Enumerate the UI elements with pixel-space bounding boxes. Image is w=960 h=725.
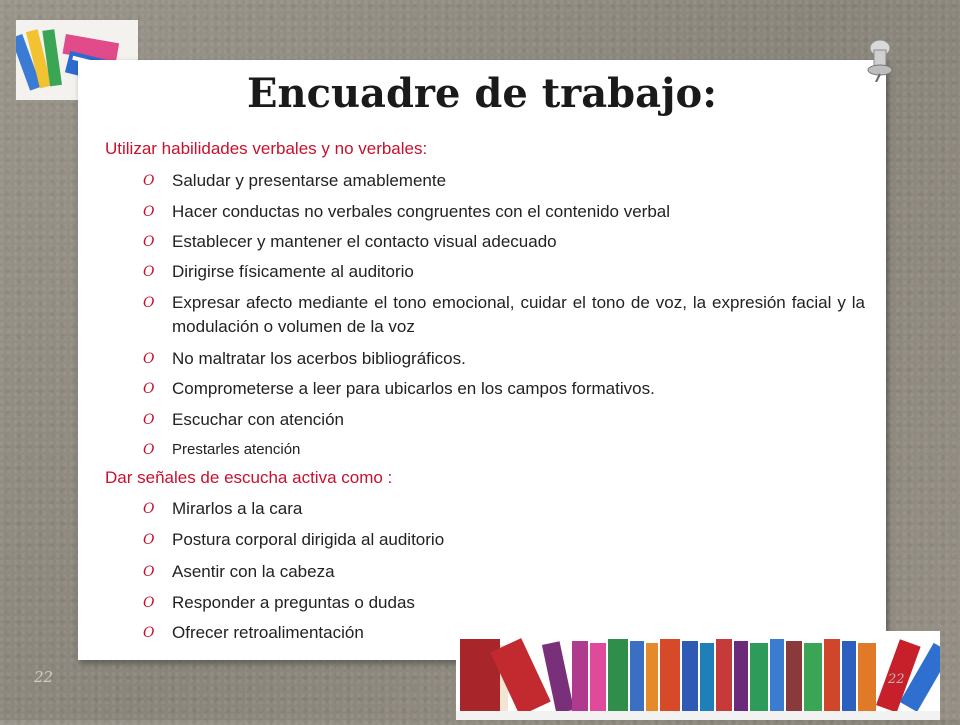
bullet-marker: O bbox=[143, 204, 155, 220]
section-header-verbal: Utilizar habilidades verbales y no verbales: bbox=[105, 139, 428, 158]
list-item-text: Establecer y mantener el contacto visual adecuado bbox=[172, 232, 557, 251]
list-item bbox=[143, 347, 865, 371]
list-item-text: Responder a preguntas o dudas bbox=[172, 593, 415, 612]
bullet-marker: O bbox=[143, 173, 155, 189]
list-item bbox=[143, 230, 865, 254]
list-item-text: Escuchar con atención bbox=[172, 410, 344, 429]
list-item bbox=[143, 200, 865, 224]
bullet-marker: O bbox=[143, 381, 155, 397]
list-item bbox=[143, 260, 865, 284]
bullet-marker: O bbox=[143, 564, 155, 580]
list-item-text: No maltratar los acerbos bibliográficos. bbox=[172, 349, 466, 368]
list-item-text: Prestarles atención bbox=[172, 441, 301, 458]
list-item bbox=[143, 408, 865, 432]
section-header-active-listening: Dar señales de escucha activa como : bbox=[105, 468, 393, 487]
list-item-text: Asentir con la cabeza bbox=[172, 562, 335, 581]
page-number-right: 22 bbox=[888, 672, 905, 687]
list-item-text: Ofrecer retroalimentación bbox=[172, 623, 364, 642]
bullet-marker: O bbox=[143, 442, 155, 458]
list-item-text: Mirarlos a la cara bbox=[172, 499, 303, 518]
list-item-text: Hacer conductas no verbales congruentes con el contenido verbal bbox=[172, 202, 671, 221]
list-item bbox=[143, 497, 865, 521]
bullet-marker: O bbox=[143, 351, 155, 367]
list-item bbox=[143, 169, 865, 193]
page-number: 22 bbox=[34, 668, 54, 686]
books-row-icon bbox=[456, 631, 940, 720]
list-item-text: Postura corporal dirigida al auditorio bbox=[172, 530, 445, 549]
list-item-text: Dirigirse físicamente al auditorio bbox=[172, 262, 414, 281]
list-item bbox=[143, 528, 865, 552]
slide-title: Encuadre de trabajo: bbox=[247, 70, 717, 117]
list-item bbox=[143, 377, 865, 401]
bullet-marker: O bbox=[143, 625, 155, 641]
bullet-marker: O bbox=[143, 595, 155, 611]
bullet-marker: O bbox=[143, 264, 155, 280]
bullet-marker: O bbox=[143, 412, 155, 428]
bullet-marker: O bbox=[143, 501, 155, 517]
bullet-marker: O bbox=[143, 532, 155, 548]
list-item-text: Saludar y presentarse amablemente bbox=[172, 171, 447, 190]
bullet-marker: O bbox=[143, 234, 155, 250]
list-item bbox=[143, 591, 865, 615]
list-item-text: Comprometerse a leer para ubicarlos en los campos formativos. bbox=[172, 379, 655, 398]
list-item bbox=[143, 438, 865, 462]
bullet-marker: O bbox=[143, 295, 155, 311]
list-item-text: Expresar afecto mediante el tono emocional, cuidar el tono de voz, la expresión facial y la modulación o volumen de la voz bbox=[172, 293, 865, 336]
list-item bbox=[143, 291, 865, 339]
list-item bbox=[143, 560, 865, 584]
